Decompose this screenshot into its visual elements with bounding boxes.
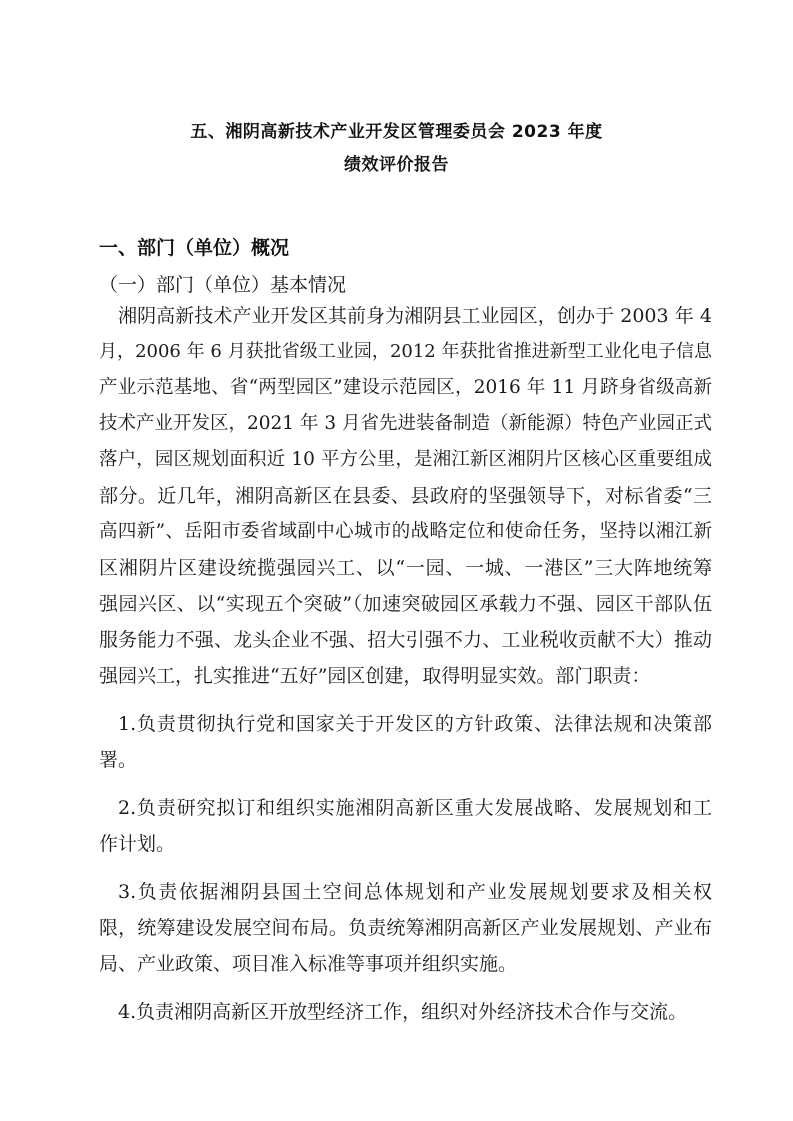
subsection-heading-basic-info: （一）部门（单位）基本情况 [99,274,347,296]
paragraph-line: 月，2006 年 6 月获批省级工业园，2012 年获批省推进新型工业化电子信息 [99,341,712,362]
report-title-line-2: 绩效评价报告 [344,155,449,175]
duty-1-line: 1.负责贯彻执行党和国家关于开发区的方针政策、法律法规和决策部 [118,713,712,735]
paragraph-line: 强园兴工，扎实推进“五好”园区创建，取得明显实效。部门职责： [99,665,651,687]
duty-2-line: 作计划。 [99,833,176,855]
paragraph-line: 服务能力不强、龙头企业不强、招大引强不力、工业税收贡献不大）推动 [99,629,712,651]
duty-2-line: 2.负责研究拟订和组织实施湘阴高新区重大发展战略、发展规划和工 [118,797,712,819]
paragraph-line: 区湘阴片区建设统揽强园兴工、以“一园、一城、一港区”三大阵地统筹 [99,557,712,579]
paragraph-line: 部分。近几年，湘阴高新区在县委、县政府的坚强领导下，对标省委“三 [99,485,712,507]
paragraph-line: 落户，园区规划面积近 10 平方公里，是湘江新区湘阴片区核心区重要组成 [99,449,712,470]
duty-3-line: 3.负责依据湘阴县国土空间总体规划和产业发展规划要求及相关权 [118,881,712,903]
duty-1-line: 署。 [99,749,138,771]
report-title-line-1: 五、湘阴高新技术产业开发区管理委员会 2023 年度 [190,122,603,142]
paragraph-line: 技术产业开发区，2021 年 3 月省先进装备制造（新能源）特色产业园正式 [99,413,712,434]
paragraph-line: 强园兴区、以“实现五个突破”（加速突破园区承载力不强、园区干部队伍 [99,593,712,615]
duty-3-line: 局、产业政策、项目准入标准等事项并组织实施。 [99,953,518,975]
duty-4-line: 4.负责湘阴高新区开放型经济工作，组织对外经济技术合作与交流。 [118,1001,688,1023]
paragraph-line: 湘阴高新技术产业开发区其前身为湘阴县工业园区，创办于 2003 年 4 [118,305,712,327]
duty-3-line: 限，统筹建设发展空间布局。负责统筹湘阴高新区产业发展规划、产业布 [99,917,712,939]
paragraph-line: 产业示范基地、省“两型园区”建设示范园区，2016 年 11 月跻身省级高新 [99,377,712,398]
paragraph-line: 高四新”、岳阳市委省域副中心城市的战略定位和使命任务，坚持以湘江新 [99,521,712,542]
section-heading-overview: 一、部门（单位）概况 [99,237,290,259]
